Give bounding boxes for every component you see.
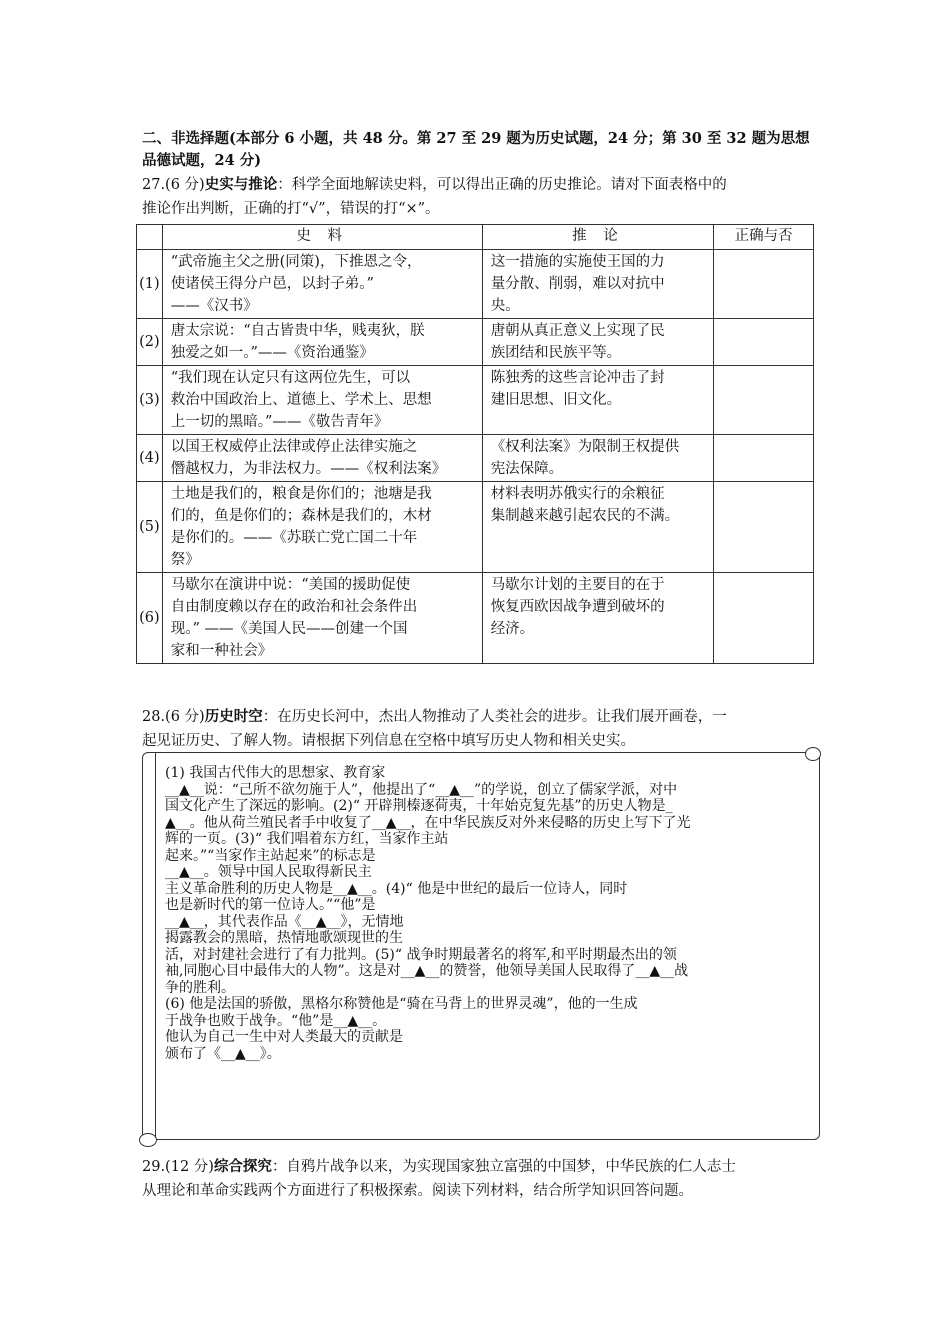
header-source: 史 料	[162, 225, 482, 250]
table-header-row	[137, 225, 814, 250]
q27-intro-line-1	[142, 174, 814, 196]
source-line: 救治中国政治上、道德上、学术上、思想	[170, 392, 432, 408]
scroll-line: __▲__说：“己所不欲勿施于人”，他提出了“__▲__”的学说，创立了儒家学派，对中	[165, 781, 678, 798]
scroll-line: __▲__，其代表作品《__▲__》，无情地	[165, 913, 404, 930]
row-number: (3)	[137, 366, 163, 435]
scroll-line: 活，对封建社会进行了有力批判。(5)“ 战争时期最著名的将军,和平时期最杰出的领	[165, 946, 677, 963]
scroll-line: 颁布了《__▲__》。	[165, 1045, 281, 1062]
table-row	[137, 250, 814, 319]
source-line: 上一切的黑暗。”——《敬告青年》	[170, 414, 389, 430]
q27-tag: 史实与推论	[204, 176, 278, 193]
inference-line: 马歇尔计划的主要目的在于	[490, 577, 665, 593]
inference-line: 恢复西欧因战争遭到破坏的	[490, 599, 665, 615]
judgement-answer-cell[interactable]	[714, 366, 814, 435]
q27-intro-line-2: 推论作出判断，正确的打“√”，错误的打“×”。	[142, 201, 440, 217]
source-line: 僭越权力，为非法权力。——《权利法案》	[170, 461, 447, 477]
table-row	[137, 319, 814, 366]
judgement-answer-cell[interactable]	[714, 435, 814, 482]
source-line: 使诸侯王得分户邑，以封子弟。”	[170, 276, 374, 292]
judgement-answer-cell[interactable]	[714, 573, 814, 664]
inference-line: 唐朝从真正意义上实现了民	[490, 323, 665, 339]
inference-cell	[482, 250, 713, 319]
source-line: “武帝施主父之册(同策)，下推恩之令，	[170, 254, 422, 270]
inference-line: 宪法保障。	[490, 461, 564, 477]
source-line: ——《汉书》	[170, 298, 258, 314]
source-line: 独爱之如一。”——《资治通鉴》	[170, 345, 374, 361]
scroll-bottom-curl	[139, 1133, 157, 1147]
table-row	[137, 435, 814, 482]
q28-number: 28.(6 分)	[142, 709, 205, 725]
judgement-answer-cell[interactable]	[714, 250, 814, 319]
source-line: 自由制度赖以存在的政治和社会条件出	[170, 599, 418, 615]
scroll-line: (1) 我国古代伟大的思想家、教育家	[165, 765, 386, 781]
scroll-line: 争的胜利。	[165, 979, 235, 996]
inference-line: 央。	[490, 298, 520, 314]
q29-intro-line-2: 从理论和革命实践两个方面进行了积极探索。阅读下列材料，结合所学知识回答问题。	[142, 1183, 693, 1199]
header-number	[137, 225, 163, 250]
scroll-line: 他认为自己一生中对人类最大的贡献是	[165, 1029, 403, 1045]
source-line: 现。” ——《美国人民——创建一个国	[170, 621, 408, 637]
inference-cell	[482, 319, 713, 366]
inference-line: 建旧思想、旧文化。	[490, 392, 622, 408]
q28-tag: 历史时空	[204, 708, 263, 725]
source-cell	[162, 319, 482, 366]
q29-intro-text: ：自鸦片战争以来，为实现国家独立富强的中国梦，中华民族的仁人志士	[271, 1159, 736, 1175]
inference-cell	[482, 573, 713, 664]
q28-intro-line-1	[142, 706, 814, 728]
judgement-answer-cell[interactable]	[714, 319, 814, 366]
source-line: 土地是我们的，粮食是你们的；池塘是我	[170, 486, 432, 502]
q29-intro-line-1	[142, 1156, 814, 1178]
source-line: 们的，鱼是你们的；森林是我们的，木材	[170, 508, 432, 524]
row-number: (5)	[137, 482, 163, 573]
judgement-answer-cell[interactable]	[714, 482, 814, 573]
scroll-line: 揭露教会的黑暗，热情地歌颂现世的生	[165, 930, 403, 946]
inference-line: 陈独秀的这些言论冲击了封	[490, 370, 665, 386]
inference-line: 《权利法案》为限制王权提供	[490, 439, 680, 455]
source-line: 家和一种社会》	[170, 643, 273, 659]
inference-cell	[482, 482, 713, 573]
scroll-line: 辉的一页。(3)“ 我们唱着东方红，当家作主站	[165, 831, 449, 847]
q27-number: 27.(6 分)	[142, 177, 205, 193]
scroll-text	[165, 765, 805, 1062]
scroll-line: __▲__。领导中国人民取得新民主	[165, 864, 372, 880]
inference-cell	[482, 435, 713, 482]
q28-intro-text: ：在历史长河中，杰出人物推动了人类社会的进步。让我们展开画卷，一	[262, 709, 727, 725]
source-line: 祭》	[170, 552, 200, 568]
inference-cell	[482, 366, 713, 435]
scroll-frame	[142, 752, 820, 1140]
section-heading-line-2: 品德试题，24 分)	[142, 152, 262, 169]
scroll-top-curl	[805, 747, 821, 761]
scroll-line: 主义革命胜利的历史人物是__▲__。(4)“ 他是中世纪的最后一位诗人，同时	[165, 880, 628, 897]
scroll-line: ▲__。他从荷兰殖民者手中收复了__▲__，在中华民族反对外来侵略的历史上写下了光	[165, 814, 691, 831]
inference-line: 经济。	[490, 621, 535, 637]
source-cell	[162, 573, 482, 664]
source-cell	[162, 250, 482, 319]
source-line: 是你们的。——《苏联亡党亡国二十年	[170, 530, 418, 546]
source-line: 以国王权威停止法律或停止法律实施之	[170, 439, 418, 455]
source-line: 唐太宗说：“自古皆贵中华，贱夷狄，朕	[170, 323, 425, 339]
history-inference-table	[136, 224, 814, 664]
scroll-line: 袖,同胞心目中最伟大的人物”。这是对__▲__的赞誉，他领导美国人民取得了__▲__战	[165, 963, 689, 979]
table-row	[137, 366, 814, 435]
header-judgement: 正确与否	[714, 225, 814, 250]
scroll-line: (6) 他是法国的骄傲，黑格尔称赞他是“骑在马背上的世界灵魂”，他的一生成	[165, 996, 638, 1012]
inference-line: 这一措施的实施使王国的力	[490, 254, 665, 270]
q28-intro-line-2: 起见证历史、了解人物。请根据下列信息在空格中填写历史人物和相关史实。	[142, 733, 635, 749]
q27-intro-text: ：科学全面地解读史料，可以得出正确的历史推论。请对下面表格中的	[277, 177, 727, 193]
source-line: 马歇尔在演讲中说：“美国的援助促使	[170, 577, 411, 593]
row-number: (2)	[137, 319, 163, 366]
inference-line: 族团结和民族平等。	[490, 345, 622, 361]
scroll-roller	[143, 753, 156, 1139]
scroll-line: 国文化产生了深远的影响。(2)“ 开辟荆榛逐荷夷，十年始克复先基”的历史人物是_	[165, 798, 673, 814]
table-row	[137, 573, 814, 664]
scroll-line: 于战争也败于战争。“他”是__▲__。	[165, 1012, 387, 1029]
header-inference: 推 论	[482, 225, 713, 250]
row-number: (6)	[137, 573, 163, 664]
row-number: (1)	[137, 250, 163, 319]
inference-line: 集制越来越引起农民的不满。	[490, 508, 680, 524]
q29-tag: 综合探究	[213, 1158, 272, 1175]
q29-number: 29.(12 分)	[142, 1159, 214, 1175]
source-cell	[162, 435, 482, 482]
source-cell	[162, 482, 482, 573]
source-cell	[162, 366, 482, 435]
section-heading-line-1: 二、非选择题(本部分 6 小题，共 48 分。第 27 至 29 题为历史试题，24 分；第 30 至 32 题为思想	[142, 130, 810, 147]
scroll-line: 也是新时代的第一位诗人。”“他”是	[165, 897, 376, 913]
inference-line: 材料表明苏俄实行的余粮征	[490, 486, 665, 502]
table-row	[137, 482, 814, 573]
row-number: (4)	[137, 435, 163, 482]
inference-line: 量分散、削弱，难以对抗中	[490, 276, 665, 292]
source-line: “我们现在认定只有这两位先生，可以	[170, 370, 411, 386]
scroll-line: 起来。”“当家作主站起来”的标志是	[165, 847, 376, 864]
